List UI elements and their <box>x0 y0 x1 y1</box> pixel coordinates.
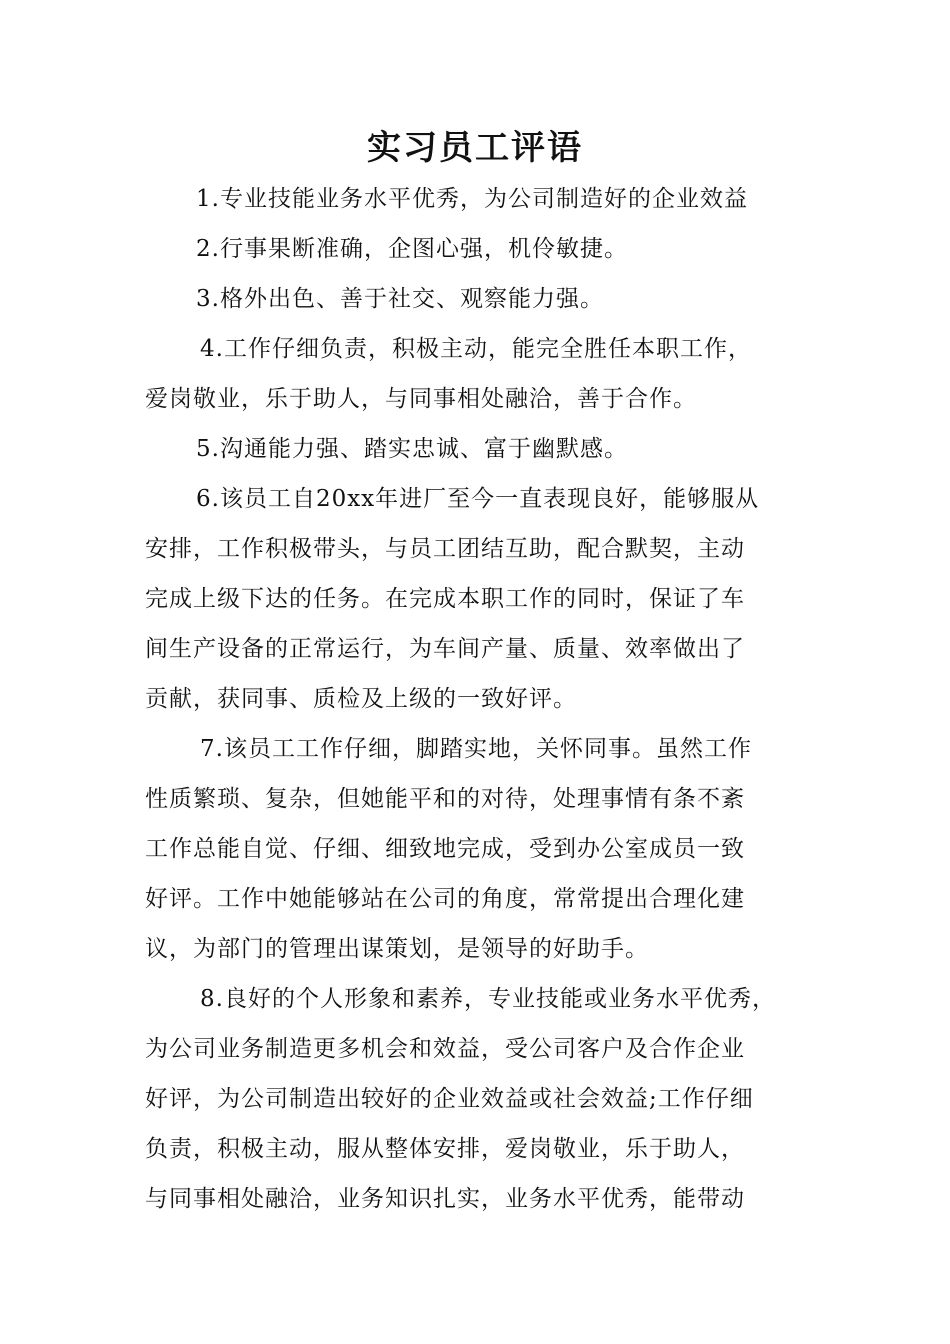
paragraph-line: 安排，工作积极带头，与员工团结互助，配合默契，主动 <box>145 536 745 562</box>
paragraph-line: 间生产设备的正常运行，为车间产量、质量、效率做出了 <box>145 636 745 662</box>
paragraph-line: 为公司业务制造更多机会和效益，受公司客户及合作企业 <box>145 1036 745 1062</box>
paragraph-line: 8.良好的个人形象和素养，专业技能或业务水平优秀， <box>200 986 776 1012</box>
paragraph-line: 4.工作仔细负责，积极主动，能完全胜任本职工作， <box>200 336 752 362</box>
paragraph-line: 好评，为公司制造出较好的企业效益或社会效益;工作仔细 <box>145 1086 754 1112</box>
paragraph-line: 7.该员工工作仔细，脚踏实地，关怀同事。虽然工作 <box>200 736 752 762</box>
paragraph-line: 好评。工作中她能够站在公司的角度，常常提出合理化建 <box>145 886 745 912</box>
paragraph-line: 1.专业技能业务水平优秀，为公司制造好的企业效益 <box>196 186 748 212</box>
paragraph-line: 5.沟通能力强、踏实忠诚、富于幽默感。 <box>196 436 628 462</box>
paragraph-line: 负责，积极主动，服从整体安排，爱岗敬业，乐于助人， <box>145 1136 745 1162</box>
paragraph-line: 贡献，获同事、质检及上级的一致好评。 <box>145 686 577 712</box>
paragraph-line: 6.该员工自20xx年进厂至今一直表现良好，能够服从 <box>196 486 760 512</box>
paragraph-line: 性质繁琐、复杂，但她能平和的对待，处理事情有条不紊 <box>145 786 745 812</box>
document-title: 实习员工评语 <box>367 128 583 168</box>
paragraph-line: 完成上级下达的任务。在完成本职工作的同时，保证了车 <box>145 586 745 612</box>
paragraph-line: 与同事相处融洽，业务知识扎实，业务水平优秀，能带动 <box>145 1186 745 1212</box>
paragraph-line: 3.格外出色、善于社交、观察能力强。 <box>196 286 604 312</box>
paragraph-line: 爱岗敬业，乐于助人，与同事相处融洽，善于合作。 <box>145 386 697 412</box>
paragraph-line: 议，为部门的管理出谋策划，是领导的好助手。 <box>145 936 649 962</box>
paragraph-line: 工作总能自觉、仔细、细致地完成，受到办公室成员一致 <box>145 836 745 862</box>
paragraph-line: 2.行事果断准确，企图心强，机伶敏捷。 <box>196 236 628 262</box>
